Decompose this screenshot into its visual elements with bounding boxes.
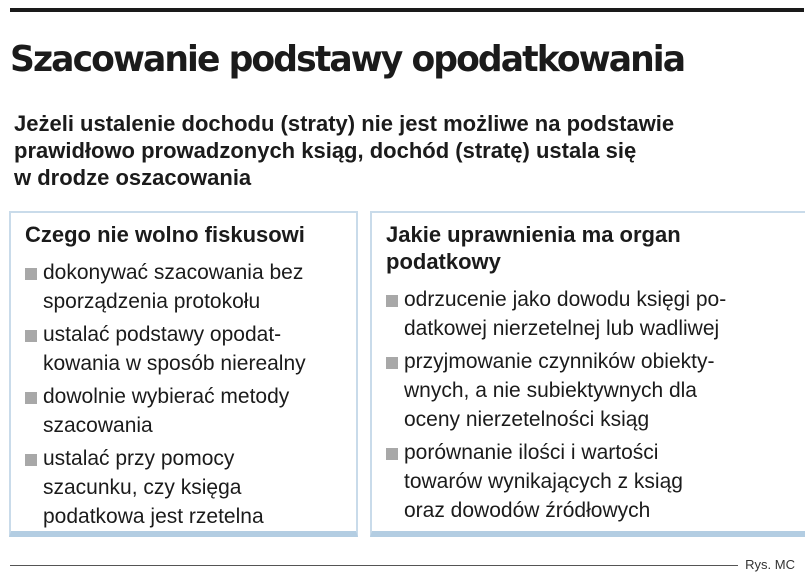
item-line: sporządzenia protokołu (43, 290, 261, 313)
lead-line: prawidłowo prowadzonych ksiąg, dochód (stratę) ustala się (14, 138, 637, 163)
lead-line: Jeżeli ustalenie dochodu (straty) nie jest możliwe na podstawie (14, 111, 675, 136)
panel-title-line: Jakie uprawnienia ma organ (386, 222, 681, 247)
powers-title (386, 221, 681, 275)
item-line: oraz dowodów źródłowych (404, 499, 651, 522)
item-line: wnych, a nie subiektywnych dla (404, 379, 697, 402)
item-line: dokonywać szacowania bez (43, 261, 304, 284)
square-bullet-icon (386, 448, 398, 460)
square-bullet-icon (25, 268, 37, 280)
item-line: szacunku, czy księga (43, 476, 242, 499)
item-line: porównanie ilości i wartości (404, 441, 659, 464)
square-bullet-icon (25, 454, 37, 466)
bottom-rule (10, 565, 738, 566)
item-line: kowania w sposób nierealny (43, 352, 306, 375)
restrictions-panel (9, 211, 358, 537)
item-line: odrzucenie jako dowodu księgi po- (404, 288, 727, 311)
item-line: podatkowa jest rzetelna (43, 505, 264, 528)
item-line: datkowej nierzetelnej lub wadliwej (404, 317, 720, 340)
square-bullet-icon (386, 295, 398, 307)
powers-panel (370, 211, 805, 537)
item-line: szacowania (43, 414, 153, 437)
lead-paragraph (14, 110, 794, 191)
top-rule (10, 8, 804, 12)
square-bullet-icon (25, 330, 37, 342)
square-bullet-icon (25, 392, 37, 404)
restrictions-title (25, 221, 305, 248)
square-bullet-icon (386, 357, 398, 369)
item-line: oceny nierzetelności ksiąg (404, 408, 650, 431)
credit: Rys. MC (745, 557, 795, 572)
item-line: dowolnie wybierać metody (43, 385, 290, 408)
panel-title-line: podatkowy (386, 249, 501, 274)
item-line: ustalać przy pomocy (43, 447, 235, 470)
item-line: przyjmowanie czynników obiekty- (404, 350, 715, 373)
lead-line: w drodze oszacowania (14, 165, 252, 190)
headline: Szacowanie podstawy opodatkowania (10, 39, 685, 80)
item-line: towarów wynikających z ksiąg (404, 470, 683, 493)
panel-title-line: Czego nie wolno fiskusowi (25, 222, 305, 247)
item-line: ustalać podstawy opodat- (43, 323, 282, 346)
